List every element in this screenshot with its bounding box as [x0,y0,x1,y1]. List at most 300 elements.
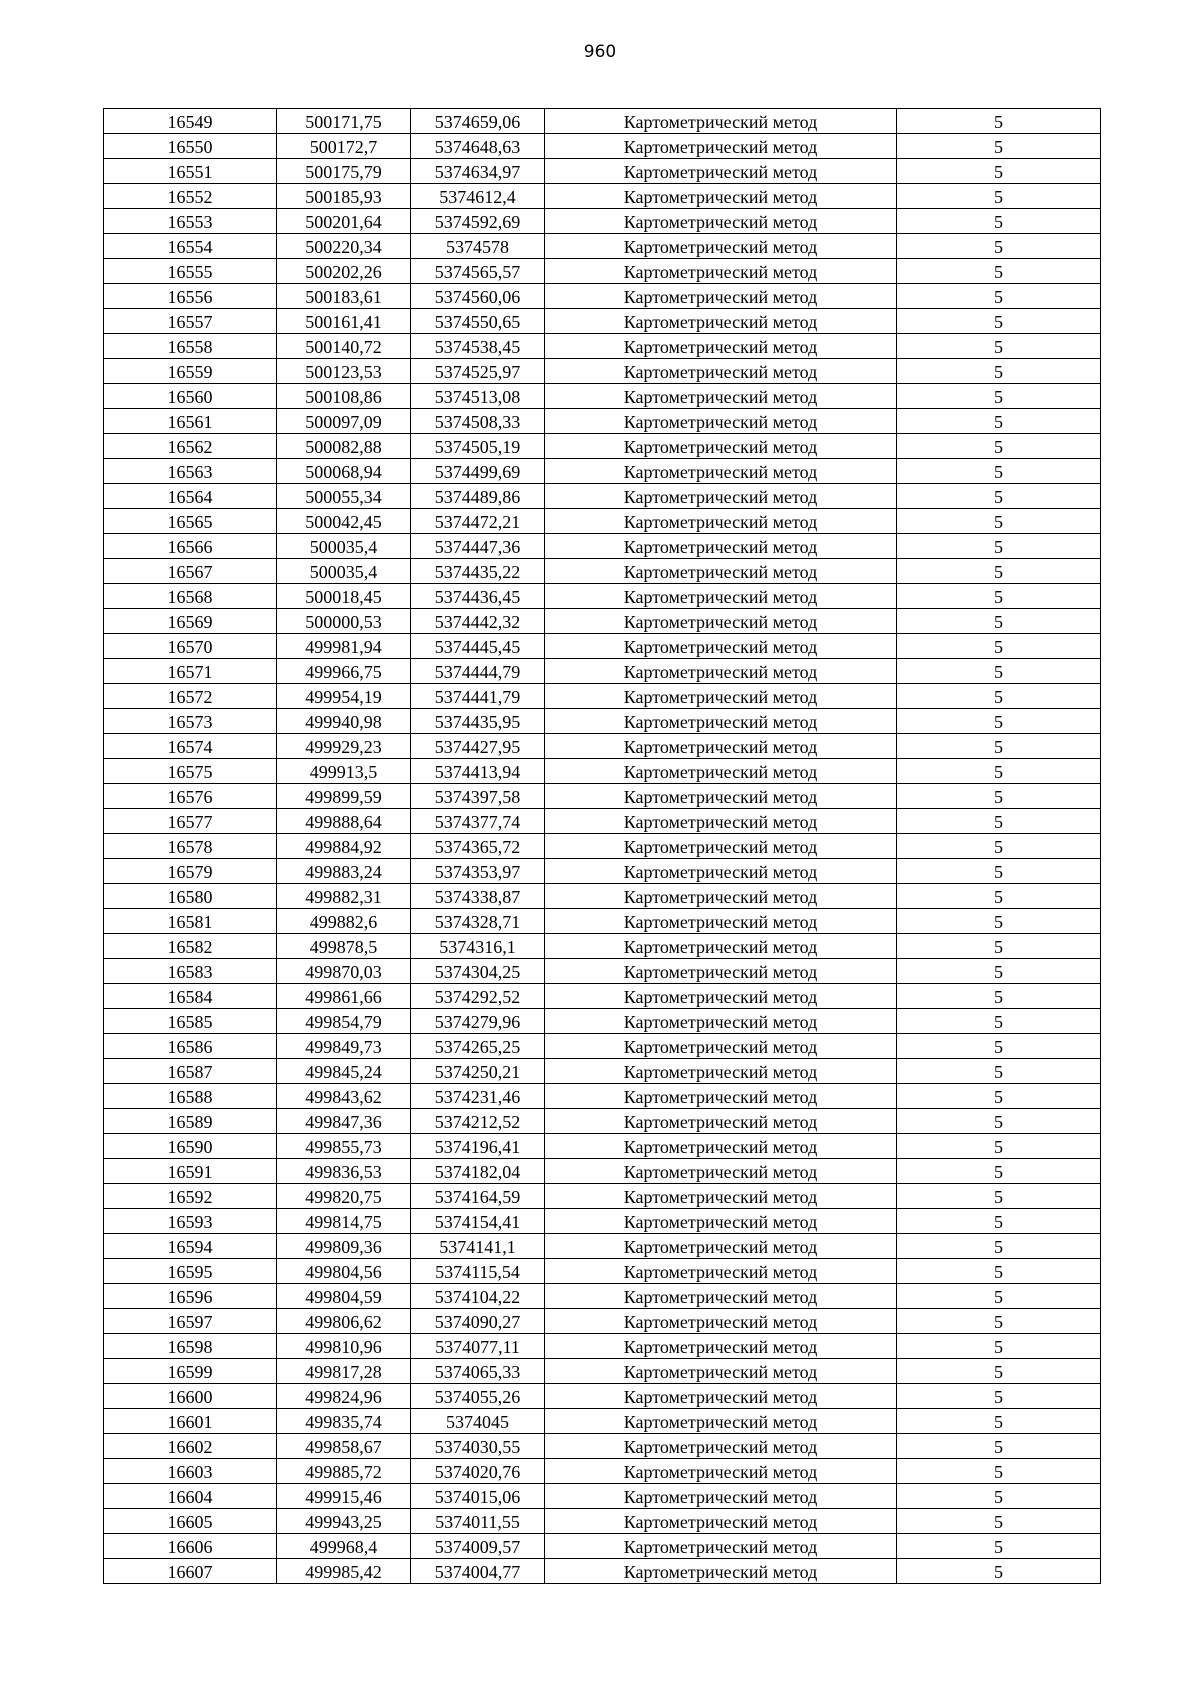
point-number-cell: 16606 [104,1534,277,1559]
point-number-cell: 16603 [104,1459,277,1484]
table-row [104,1334,1101,1359]
x-coordinate-cell: 499824,96 [277,1384,411,1409]
x-coordinate-cell: 499849,73 [277,1034,411,1059]
point-number-cell: 16550 [104,134,277,159]
point-number-cell: 16601 [104,1409,277,1434]
method-cell: Картометрический метод [545,709,897,734]
method-cell: Картометрический метод [545,1509,897,1534]
y-coordinate-cell: 5374279,96 [411,1009,545,1034]
method-cell: Картометрический метод [545,134,897,159]
x-coordinate-cell: 499836,53 [277,1159,411,1184]
x-coordinate-cell: 500183,61 [277,284,411,309]
point-number-cell: 16562 [104,434,277,459]
method-cell: Картометрический метод [545,109,897,134]
accuracy-cell: 5 [897,309,1101,334]
y-coordinate-cell: 5374015,06 [411,1484,545,1509]
y-coordinate-cell: 5374154,41 [411,1209,545,1234]
x-coordinate-cell: 499954,19 [277,684,411,709]
method-cell: Картометрический метод [545,1084,897,1109]
y-coordinate-cell: 5374538,45 [411,334,545,359]
table-row [104,584,1101,609]
accuracy-cell: 5 [897,1309,1101,1334]
accuracy-cell: 5 [897,159,1101,184]
table-row [104,359,1101,384]
table-row [104,109,1101,134]
method-cell: Картометрический метод [545,1034,897,1059]
y-coordinate-cell: 5374250,21 [411,1059,545,1084]
y-coordinate-cell: 5374565,57 [411,259,545,284]
y-coordinate-cell: 5374164,59 [411,1184,545,1209]
method-cell: Картометрический метод [545,259,897,284]
method-cell: Картометрический метод [545,1559,897,1584]
x-coordinate-cell: 500055,34 [277,484,411,509]
accuracy-cell: 5 [897,384,1101,409]
method-cell: Картометрический метод [545,559,897,584]
point-number-cell: 16589 [104,1109,277,1134]
point-number-cell: 16567 [104,559,277,584]
x-coordinate-cell: 499854,79 [277,1009,411,1034]
method-cell: Картометрический метод [545,584,897,609]
accuracy-cell: 5 [897,809,1101,834]
point-number-cell: 16575 [104,759,277,784]
y-coordinate-cell: 5374265,25 [411,1034,545,1059]
accuracy-cell: 5 [897,859,1101,884]
accuracy-cell: 5 [897,259,1101,284]
point-number-cell: 16593 [104,1209,277,1234]
table-row [104,484,1101,509]
accuracy-cell: 5 [897,1159,1101,1184]
method-cell: Картометрический метод [545,734,897,759]
method-cell: Картометрический метод [545,859,897,884]
x-coordinate-cell: 499845,24 [277,1059,411,1084]
point-number-cell: 16586 [104,1034,277,1059]
table-row [104,759,1101,784]
table-row [104,1284,1101,1309]
x-coordinate-cell: 499915,46 [277,1484,411,1509]
y-coordinate-cell: 5374377,74 [411,809,545,834]
x-coordinate-cell: 499835,74 [277,1409,411,1434]
method-cell: Картометрический метод [545,1334,897,1359]
accuracy-cell: 5 [897,409,1101,434]
table-row [104,284,1101,309]
y-coordinate-cell: 5374441,79 [411,684,545,709]
point-number-cell: 16600 [104,1384,277,1409]
x-coordinate-cell: 499882,31 [277,884,411,909]
method-cell: Картометрический метод [545,334,897,359]
method-cell: Картометрический метод [545,934,897,959]
accuracy-cell: 5 [897,234,1101,259]
accuracy-cell: 5 [897,659,1101,684]
method-cell: Картометрический метод [545,1534,897,1559]
point-number-cell: 16556 [104,284,277,309]
table-row [104,1059,1101,1084]
y-coordinate-cell: 5374525,97 [411,359,545,384]
x-coordinate-cell: 499885,72 [277,1459,411,1484]
table-row [104,559,1101,584]
table-row [104,1509,1101,1534]
point-number-cell: 16560 [104,384,277,409]
y-coordinate-cell: 5374090,27 [411,1309,545,1334]
accuracy-cell: 5 [897,1009,1101,1034]
point-number-cell: 16595 [104,1259,277,1284]
y-coordinate-cell: 5374011,55 [411,1509,545,1534]
x-coordinate-cell: 500082,88 [277,434,411,459]
point-number-cell: 16604 [104,1484,277,1509]
x-coordinate-cell: 499981,94 [277,634,411,659]
point-number-cell: 16572 [104,684,277,709]
point-number-cell: 16580 [104,884,277,909]
x-coordinate-cell: 500172,7 [277,134,411,159]
x-coordinate-cell: 499817,28 [277,1359,411,1384]
accuracy-cell: 5 [897,334,1101,359]
table-row [104,609,1101,634]
accuracy-cell: 5 [897,134,1101,159]
x-coordinate-cell: 499806,62 [277,1309,411,1334]
method-cell: Картометрический метод [545,409,897,434]
table-row [104,1084,1101,1109]
x-coordinate-cell: 499884,92 [277,834,411,859]
point-number-cell: 16552 [104,184,277,209]
accuracy-cell: 5 [897,1234,1101,1259]
y-coordinate-cell: 5374413,94 [411,759,545,784]
x-coordinate-cell: 500220,34 [277,234,411,259]
table-row [104,1359,1101,1384]
x-coordinate-cell: 500042,45 [277,509,411,534]
table-row [104,184,1101,209]
point-number-cell: 16554 [104,234,277,259]
y-coordinate-cell: 5374009,57 [411,1534,545,1559]
table-row [104,1534,1101,1559]
table-body [104,109,1101,1584]
accuracy-cell: 5 [897,284,1101,309]
point-number-cell: 16583 [104,959,277,984]
x-coordinate-cell: 500108,86 [277,384,411,409]
table-row [104,134,1101,159]
accuracy-cell: 5 [897,484,1101,509]
table-row [104,784,1101,809]
point-number-cell: 16594 [104,1234,277,1259]
method-cell: Картометрический метод [545,1134,897,1159]
table-row [104,1034,1101,1059]
accuracy-cell: 5 [897,1284,1101,1309]
y-coordinate-cell: 5374592,69 [411,209,545,234]
x-coordinate-cell: 500202,26 [277,259,411,284]
x-coordinate-cell: 500097,09 [277,409,411,434]
point-number-cell: 16596 [104,1284,277,1309]
method-cell: Картометрический метод [545,1159,897,1184]
point-number-cell: 16581 [104,909,277,934]
accuracy-cell: 5 [897,1359,1101,1384]
table-row [104,334,1101,359]
method-cell: Картометрический метод [545,1009,897,1034]
table-row [104,859,1101,884]
table-row [104,409,1101,434]
point-number-cell: 16557 [104,309,277,334]
y-coordinate-cell: 5374447,36 [411,534,545,559]
y-coordinate-cell: 5374328,71 [411,909,545,934]
method-cell: Картометрический метод [545,1209,897,1234]
x-coordinate-cell: 499878,5 [277,934,411,959]
method-cell: Картометрический метод [545,909,897,934]
method-cell: Картометрический метод [545,684,897,709]
x-coordinate-cell: 499855,73 [277,1134,411,1159]
accuracy-cell: 5 [897,684,1101,709]
accuracy-cell: 5 [897,509,1101,534]
table-row [104,909,1101,934]
point-number-cell: 16568 [104,584,277,609]
y-coordinate-cell: 5374055,26 [411,1384,545,1409]
accuracy-cell: 5 [897,784,1101,809]
accuracy-cell: 5 [897,1109,1101,1134]
table-row [104,684,1101,709]
point-number-cell: 16561 [104,409,277,434]
coordinates-table [103,108,1101,1584]
x-coordinate-cell: 499985,42 [277,1559,411,1584]
point-number-cell: 16569 [104,609,277,634]
accuracy-cell: 5 [897,1509,1101,1534]
point-number-cell: 16564 [104,484,277,509]
table-row [104,509,1101,534]
point-number-cell: 16599 [104,1359,277,1384]
table-row [104,534,1101,559]
accuracy-cell: 5 [897,884,1101,909]
table-row [104,209,1101,234]
x-coordinate-cell: 499847,36 [277,1109,411,1134]
table-row [104,959,1101,984]
table-row [104,1559,1101,1584]
accuracy-cell: 5 [897,109,1101,134]
y-coordinate-cell: 5374436,45 [411,584,545,609]
table-row [104,1384,1101,1409]
method-cell: Картометрический метод [545,1459,897,1484]
method-cell: Картометрический метод [545,434,897,459]
method-cell: Картометрический метод [545,234,897,259]
accuracy-cell: 5 [897,1209,1101,1234]
point-number-cell: 16598 [104,1334,277,1359]
table-row [104,984,1101,1009]
method-cell: Картометрический метод [545,359,897,384]
table-row [104,1484,1101,1509]
point-number-cell: 16584 [104,984,277,1009]
x-coordinate-cell: 499809,36 [277,1234,411,1259]
point-number-cell: 16585 [104,1009,277,1034]
method-cell: Картометрический метод [545,1234,897,1259]
table-row [104,1109,1101,1134]
accuracy-cell: 5 [897,759,1101,784]
table-row [104,434,1101,459]
method-cell: Картометрический метод [545,634,897,659]
accuracy-cell: 5 [897,584,1101,609]
x-coordinate-cell: 500171,75 [277,109,411,134]
point-number-cell: 16577 [104,809,277,834]
x-coordinate-cell: 500068,94 [277,459,411,484]
point-number-cell: 16574 [104,734,277,759]
accuracy-cell: 5 [897,1259,1101,1284]
y-coordinate-cell: 5374648,63 [411,134,545,159]
point-number-cell: 16551 [104,159,277,184]
y-coordinate-cell: 5374489,86 [411,484,545,509]
point-number-cell: 16565 [104,509,277,534]
method-cell: Картометрический метод [545,209,897,234]
y-coordinate-cell: 5374231,46 [411,1084,545,1109]
x-coordinate-cell: 499820,75 [277,1184,411,1209]
x-coordinate-cell: 499882,6 [277,909,411,934]
accuracy-cell: 5 [897,459,1101,484]
x-coordinate-cell: 500185,93 [277,184,411,209]
point-number-cell: 16591 [104,1159,277,1184]
table-row [104,1309,1101,1334]
table-row [104,234,1101,259]
method-cell: Картометрический метод [545,809,897,834]
accuracy-cell: 5 [897,984,1101,1009]
y-coordinate-cell: 5374442,32 [411,609,545,634]
accuracy-cell: 5 [897,1459,1101,1484]
x-coordinate-cell: 499861,66 [277,984,411,1009]
point-number-cell: 16587 [104,1059,277,1084]
table-row [104,659,1101,684]
x-coordinate-cell: 499843,62 [277,1084,411,1109]
accuracy-cell: 5 [897,709,1101,734]
y-coordinate-cell: 5374115,54 [411,1259,545,1284]
method-cell: Картометрический метод [545,759,897,784]
y-coordinate-cell: 5374004,77 [411,1559,545,1584]
point-number-cell: 16605 [104,1509,277,1534]
accuracy-cell: 5 [897,1559,1101,1584]
method-cell: Картометрический метод [545,834,897,859]
method-cell: Картометрический метод [545,184,897,209]
x-coordinate-cell: 499899,59 [277,784,411,809]
point-number-cell: 16576 [104,784,277,809]
method-cell: Картометрический метод [545,609,897,634]
accuracy-cell: 5 [897,184,1101,209]
x-coordinate-cell: 500161,41 [277,309,411,334]
table-row [104,1159,1101,1184]
accuracy-cell: 5 [897,959,1101,984]
x-coordinate-cell: 500175,79 [277,159,411,184]
method-cell: Картометрический метод [545,1359,897,1384]
accuracy-cell: 5 [897,1034,1101,1059]
method-cell: Картометрический метод [545,1309,897,1334]
method-cell: Картометрический метод [545,459,897,484]
point-number-cell: 16579 [104,859,277,884]
y-coordinate-cell: 5374196,41 [411,1134,545,1159]
method-cell: Картометрический метод [545,1259,897,1284]
y-coordinate-cell: 5374444,79 [411,659,545,684]
y-coordinate-cell: 5374435,95 [411,709,545,734]
table-row [104,834,1101,859]
y-coordinate-cell: 5374045 [411,1409,545,1434]
y-coordinate-cell: 5374612,4 [411,184,545,209]
accuracy-cell: 5 [897,934,1101,959]
accuracy-cell: 5 [897,534,1101,559]
accuracy-cell: 5 [897,834,1101,859]
method-cell: Картометрический метод [545,1384,897,1409]
x-coordinate-cell: 499966,75 [277,659,411,684]
point-number-cell: 16570 [104,634,277,659]
x-coordinate-cell: 499940,98 [277,709,411,734]
accuracy-cell: 5 [897,1134,1101,1159]
x-coordinate-cell: 499810,96 [277,1334,411,1359]
method-cell: Картометрический метод [545,1434,897,1459]
y-coordinate-cell: 5374427,95 [411,734,545,759]
method-cell: Картометрический метод [545,484,897,509]
y-coordinate-cell: 5374550,65 [411,309,545,334]
point-number-cell: 16582 [104,934,277,959]
method-cell: Картометрический метод [545,1059,897,1084]
method-cell: Картометрический метод [545,284,897,309]
table-row [104,634,1101,659]
y-coordinate-cell: 5374338,87 [411,884,545,909]
point-number-cell: 16597 [104,1309,277,1334]
accuracy-cell: 5 [897,909,1101,934]
method-cell: Картометрический метод [545,1284,897,1309]
point-number-cell: 16559 [104,359,277,384]
method-cell: Картометрический метод [545,884,897,909]
point-number-cell: 16592 [104,1184,277,1209]
page-number: 960 [583,42,617,62]
table-row [104,1259,1101,1284]
table-row [104,884,1101,909]
method-cell: Картометрический метод [545,1409,897,1434]
accuracy-cell: 5 [897,359,1101,384]
y-coordinate-cell: 5374353,97 [411,859,545,884]
method-cell: Картометрический метод [545,509,897,534]
y-coordinate-cell: 5374513,08 [411,384,545,409]
method-cell: Картометрический метод [545,984,897,1009]
table-row [104,1234,1101,1259]
point-number-cell: 16558 [104,334,277,359]
table-row [104,934,1101,959]
method-cell: Картометрический метод [545,659,897,684]
point-number-cell: 16553 [104,209,277,234]
x-coordinate-cell: 499804,59 [277,1284,411,1309]
point-number-cell: 16602 [104,1434,277,1459]
table-row [104,159,1101,184]
point-number-cell: 16566 [104,534,277,559]
table-row [104,384,1101,409]
y-coordinate-cell: 5374065,33 [411,1359,545,1384]
x-coordinate-cell: 499870,03 [277,959,411,984]
point-number-cell: 16578 [104,834,277,859]
y-coordinate-cell: 5374659,06 [411,109,545,134]
point-number-cell: 16573 [104,709,277,734]
y-coordinate-cell: 5374397,58 [411,784,545,809]
point-number-cell: 16555 [104,259,277,284]
accuracy-cell: 5 [897,1334,1101,1359]
method-cell: Картометрический метод [545,534,897,559]
y-coordinate-cell: 5374445,45 [411,634,545,659]
accuracy-cell: 5 [897,559,1101,584]
table-row [104,1409,1101,1434]
table-row [104,734,1101,759]
y-coordinate-cell: 5374141,1 [411,1234,545,1259]
x-coordinate-cell: 500035,4 [277,559,411,584]
method-cell: Картометрический метод [545,1484,897,1509]
y-coordinate-cell: 5374499,69 [411,459,545,484]
point-number-cell: 16588 [104,1084,277,1109]
y-coordinate-cell: 5374182,04 [411,1159,545,1184]
x-coordinate-cell: 499814,75 [277,1209,411,1234]
y-coordinate-cell: 5374505,19 [411,434,545,459]
accuracy-cell: 5 [897,1409,1101,1434]
y-coordinate-cell: 5374560,06 [411,284,545,309]
table-row [104,309,1101,334]
accuracy-cell: 5 [897,209,1101,234]
x-coordinate-cell: 499943,25 [277,1509,411,1534]
accuracy-cell: 5 [897,1084,1101,1109]
x-coordinate-cell: 499929,23 [277,734,411,759]
x-coordinate-cell: 499858,67 [277,1434,411,1459]
